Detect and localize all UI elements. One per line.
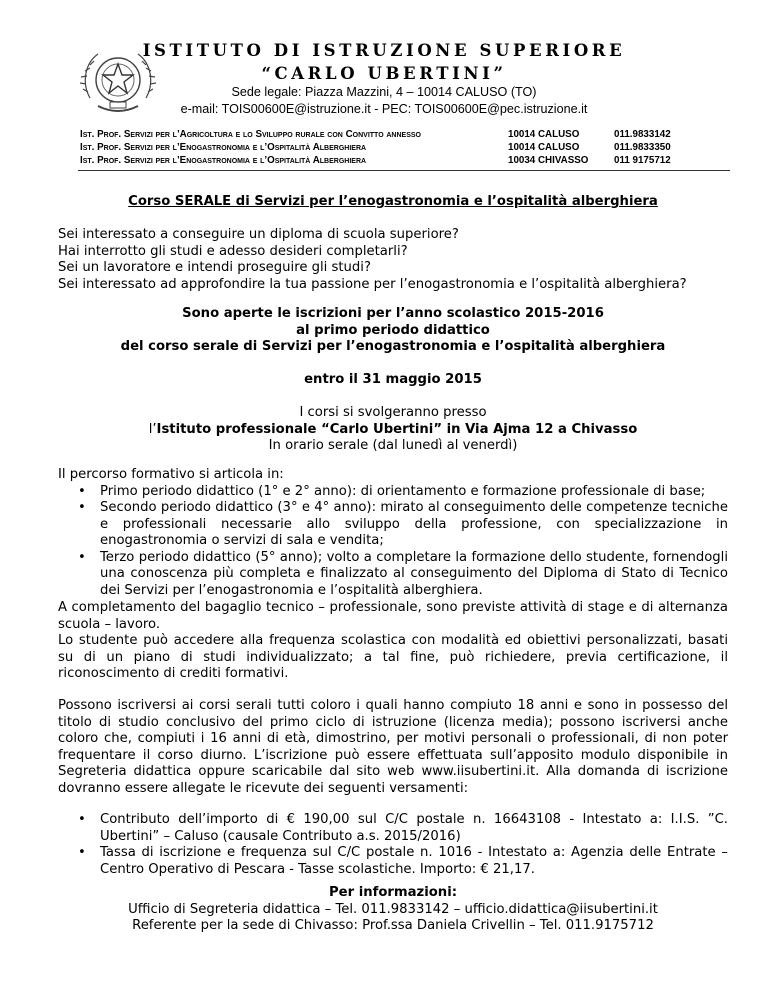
personalization-paragraph: Lo studente può accedere alla frequenza scolastica con modalità ed obiettivi personalizzati, basati su di un piano di studi individualizzato; a tal fine, può richiedere, previa certificazione, il riconoscimento di crediti formativi.: [58, 633, 728, 681]
school-city: 10034 CHIVASSO: [508, 155, 589, 166]
deadline: entro il 31 maggio 2015: [304, 372, 482, 387]
list-item: [58, 550, 728, 600]
course-title: Corso SERALE di Servizi per l’enogastronomia e l’ospitalità alberghiera: [128, 194, 658, 209]
announcement-line: del corso serale di Servizi per l’enogastronomia e l’ospitalità alberghiera: [120, 339, 666, 354]
schools-list: [80, 128, 730, 167]
bullet-icon: •: [78, 845, 86, 860]
institute-name: “CARLO UBERTINI”: [261, 64, 507, 83]
questions: [58, 227, 728, 293]
location: [58, 405, 728, 455]
school-city: 10014 CALUSO: [508, 142, 580, 153]
list-item: [58, 845, 728, 878]
bullet-icon: •: [78, 500, 86, 515]
list-item-text: Terzo periodo didattico (5° anno); volto a completare la formazione dello studente, fornendogli una conoscenza più completa e finalizzato al conseguimento del Diploma di Stato di Tecnico dei Servizi per l’enogastronomia e l’ospitalità alberghiera.: [100, 549, 728, 598]
bullet-icon: •: [78, 812, 86, 827]
school-name: Ist. Prof. Servizi per l’Agricoltura e lo Sviluppo rurale con Convitto annesso: [80, 129, 421, 140]
enrolment-paragraph: Possono iscriversi ai corsi serali tutti coloro i quali hanno compiuto 18 anni e sono in possesso del titolo di studio conclusivo del primo ciclo di istruzione (licenza media); possono iscriversi anche coloro che, compiuti i 16 anni di età, dimostrino, per motivi personali o professionali, di non poter frequentare il corso diurno. L’iscrizione può essere effettuata sull’apposito modulo disponibile in Segreteria didattica oppure scaricabile dal sito web www.iisubertini.it. Alla domanda di iscrizione dovranno essere allegate le ricevute dei seguenti versamenti:: [58, 698, 728, 796]
institute-address: Sede legale: Piazza Mazzini, 4 – 10014 CALUSO (TO): [231, 85, 537, 99]
school-phone: 011.9833142: [614, 129, 671, 140]
list-item-text: Tassa di iscrizione e frequenza sul C/C postale n. 1016 - Intestato a: Agenzia delle Entrate – Centro Operativo di Pescara - Tasse scolastiche. Importo: € 21,17.: [100, 845, 728, 877]
bullet-icon: •: [78, 483, 86, 499]
school-name: Ist. Prof. Servizi per l’Enogastronomia e l’Ospitalità Alberghiera: [80, 142, 367, 153]
school-row: [80, 128, 730, 141]
school-phone: 011 9175712: [614, 155, 671, 166]
school-row: [80, 141, 730, 154]
school-name: Ist. Prof. Servizi per l’Enogastronomia e l’Ospitalità Alberghiera: [80, 155, 367, 166]
stage-paragraph: A completamento del bagaglio tecnico – professionale, sono previste attività di stage e di alternanza scuola – lavoro.: [58, 600, 728, 632]
list-item-text: Secondo periodo didattico (3° e 4° anno): mirato al conseguimento delle competenze tecniche e professionali necessarie allo sviluppo della professione, con specializzazione in enogastronomia o servizi di sala e vendita;: [100, 500, 728, 548]
payments: [58, 812, 728, 878]
location-institute: Istituto professionale “Carlo Ubertini” in Via Ajma 12 a Chivasso: [156, 421, 638, 437]
location-schedule: In orario serale (dal lunedì al venerdì): [268, 438, 518, 453]
announcement: [58, 306, 728, 356]
location-address: [58, 422, 728, 439]
school-city: 10014 CALUSO: [508, 129, 580, 140]
info-section: [58, 885, 728, 935]
bullet-icon: •: [78, 549, 86, 565]
list-item: [58, 484, 728, 501]
payments-list: [58, 812, 728, 878]
institute-contacts: e-mail: TOIS00600E@istruzione.it - PEC: TOIS00600E@pec.istruzione.it: [180, 102, 588, 116]
list-item: [58, 812, 728, 845]
announcement-line: Sono aperte le iscrizioni per l’anno scolastico 2015-2016: [182, 306, 604, 321]
info-office: Ufficio di Segreteria didattica – Tel. 011.9833142 – ufficio.didattica@iisubertini.it: [128, 901, 658, 917]
info-contact: Referente per la sede di Chivasso: Prof.ssa Daniela Crivellin – Tel. 011.9175712: [132, 918, 654, 933]
info-heading: Per informazioni:: [329, 885, 457, 900]
question-line: Hai interrotto gli studi e adesso desideri completarli?: [58, 243, 408, 259]
school-phone: 011.9833350: [614, 142, 671, 153]
list-item-text: Contributo dell’importo di € 190,00 sul C/C postale n. 16643108 - Intestato a: I.I.S. ”C. Ubertini” – Caluso (causale Contributo a.s. 2015/2016): [100, 812, 728, 844]
list-item: [58, 500, 728, 550]
course-structure: [58, 467, 728, 599]
structure-list: [58, 484, 728, 600]
question-line: Sei un lavoratore e intendi proseguire gli studi?: [58, 260, 371, 275]
location-intro: I corsi si svolgeranno presso: [299, 405, 487, 420]
structure-intro: Il percorso formativo si articola in:: [58, 467, 284, 482]
institute-title: ISTITUTO DI ISTRUZIONE SUPERIORE: [142, 41, 626, 60]
announcement-line: al primo periodo didattico: [296, 322, 490, 338]
location-prefix: l’: [148, 421, 157, 437]
question-line: Sei interessato ad approfondire la tua passione per l’enogastronomia e l’ospitalità alberghiera?: [58, 276, 687, 292]
list-item-text: Primo periodo didattico (1° e 2° anno): di orientamento e formazione professionale di base;: [100, 483, 706, 499]
header-divider: [78, 170, 730, 171]
school-row: [80, 154, 730, 167]
question-line: Sei interessato a conseguire un diploma di scuola superiore?: [58, 227, 459, 242]
